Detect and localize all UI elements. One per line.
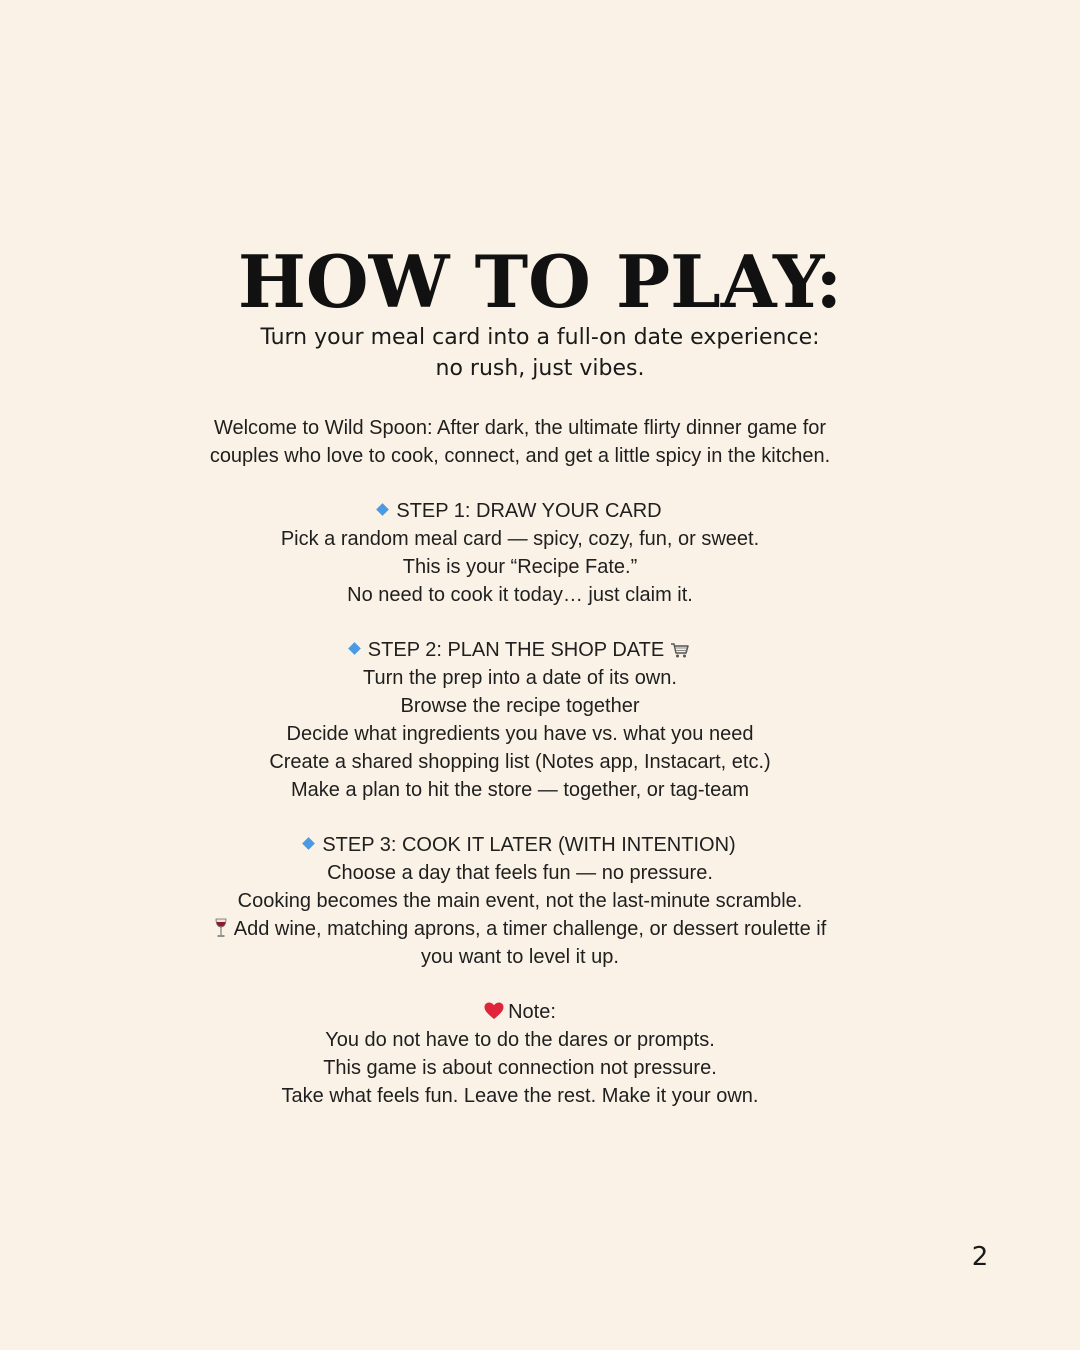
step-3-wine-row: [190, 915, 850, 943]
step-2-line: Browse the recipe together: [400, 695, 640, 717]
subtitle: [0, 322, 1080, 384]
step-1-line: Pick a random meal card — spicy, cozy, fun, or sweet.: [280, 528, 760, 550]
subtitle-line: Turn your meal card into a full-on date experience:: [260, 325, 820, 350]
step-2-line: Create a shared shopping list (Notes app, Instacart, etc.): [269, 751, 771, 773]
blue-diamond-icon: [302, 837, 315, 850]
step-2-line: Make a plan to hit the store — together, or tag-team: [290, 779, 750, 801]
page-title: HOW TO PLAY:: [237, 239, 843, 324]
step-3-section: [190, 831, 850, 971]
shopping-cart-icon: [670, 642, 690, 658]
step-1-line: This is your “Recipe Fate.”: [402, 556, 638, 578]
step-3-line: Choose a day that feels fun — no pressure.: [327, 862, 713, 884]
step-2-section: [190, 636, 850, 804]
note-line: Take what feels fun. Leave the rest. Make it your own.: [281, 1085, 759, 1107]
note-heading: Note:: [508, 1001, 556, 1023]
subtitle-line: no rush, just vibes.: [435, 356, 645, 381]
step-3-heading: STEP 3: COOK IT LATER (WITH INTENTION): [322, 834, 736, 856]
step-2-heading: STEP 2: PLAN THE SHOP DATE: [367, 639, 665, 661]
note-line: You do not have to do the dares or prompts.: [325, 1029, 715, 1051]
step-3-line: you want to level it up.: [421, 946, 619, 968]
intro-paragraph: [190, 414, 850, 470]
step-2-line: Decide what ingredients you have vs. what you need: [286, 723, 754, 745]
step-2-heading-row: [190, 636, 850, 664]
step-1-line: No need to cook it today… just claim it.: [347, 584, 693, 606]
red-heart-icon: [484, 1002, 504, 1020]
step-3-wine-line: Add wine, matching aprons, a timer challenge, or dessert roulette if: [233, 918, 827, 940]
step-1-heading: STEP 1: DRAW YOUR CARD: [396, 500, 662, 522]
step-1-section: [190, 497, 850, 609]
note-heading-row: [190, 998, 850, 1026]
step-1-heading-row: [190, 497, 850, 525]
step-2-line: Turn the prep into a date of its own.: [363, 667, 677, 689]
intro-line: Welcome to Wild Spoon: After dark, the ultimate flirty dinner game for: [213, 417, 827, 439]
note-section: [190, 998, 850, 1110]
step-3-line: Cooking becomes the main event, not the last-minute scramble.: [237, 890, 803, 912]
wine-glass-icon: [214, 918, 228, 938]
note-line: This game is about connection not pressure.: [323, 1057, 717, 1079]
page-number: 2: [971, 1242, 989, 1272]
blue-diamond-icon: [377, 503, 390, 516]
instructions-body: [190, 414, 850, 1137]
intro-line: couples who love to cook, connect, and get a little spicy in the kitchen.: [209, 445, 831, 467]
blue-diamond-icon: [348, 642, 361, 655]
step-3-heading-row: [190, 831, 850, 859]
